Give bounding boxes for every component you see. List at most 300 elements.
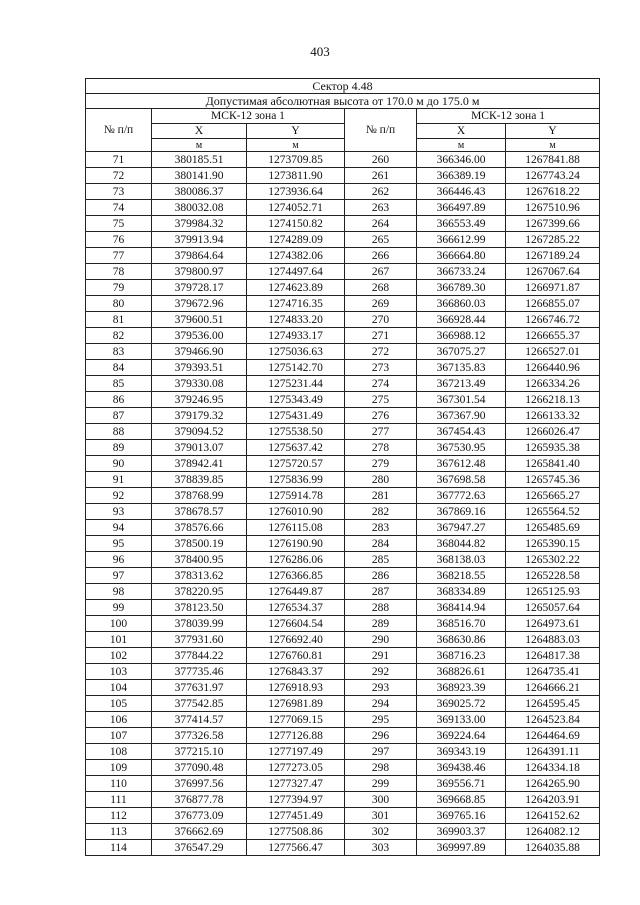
y-right-cell: 1267399.66 xyxy=(506,216,600,232)
y-left-cell: 1273811.90 xyxy=(247,168,345,184)
point-number-left-cell: 75 xyxy=(86,216,152,232)
y-right-cell: 1264334.18 xyxy=(506,760,600,776)
point-number-right-cell: 301 xyxy=(345,808,417,824)
coordinates-table xyxy=(85,78,600,856)
table-row xyxy=(86,712,600,728)
x-right-cell: 366733.24 xyxy=(417,264,506,280)
point-number-left-cell: 106 xyxy=(86,712,152,728)
y-right-cell: 1266746.72 xyxy=(506,312,600,328)
x-left-cell: 379600.51 xyxy=(152,312,247,328)
table-row xyxy=(86,312,600,328)
y-right-cell: 1267067.64 xyxy=(506,264,600,280)
y-left-cell: 1277197.49 xyxy=(247,744,345,760)
y-right-cell: 1265125.93 xyxy=(506,584,600,600)
table-row xyxy=(86,680,600,696)
x-left-cell: 379393.51 xyxy=(152,360,247,376)
y-left-cell: 1276286.06 xyxy=(247,552,345,568)
y-right-cell: 1267841.88 xyxy=(506,152,600,168)
point-number-right-cell: 263 xyxy=(345,200,417,216)
x-left-cell: 380086.37 xyxy=(152,184,247,200)
point-number-left-cell: 79 xyxy=(86,280,152,296)
table-row xyxy=(86,840,600,856)
x-left-cell: 380141.90 xyxy=(152,168,247,184)
x-right-cell: 366497.89 xyxy=(417,200,506,216)
point-number-right-cell: 289 xyxy=(345,616,417,632)
x-right-cell: 369438.46 xyxy=(417,760,506,776)
y-left-cell: 1274052.71 xyxy=(247,200,345,216)
y-right-cell: 1266971.87 xyxy=(506,280,600,296)
y-right-cell: 1265564.52 xyxy=(506,504,600,520)
point-number-left-cell: 95 xyxy=(86,536,152,552)
x-left-cell: 376547.29 xyxy=(152,840,247,856)
x-right-cell: 366346.00 xyxy=(417,152,506,168)
page-number: 403 xyxy=(310,44,330,59)
point-number-left-cell: 96 xyxy=(86,552,152,568)
y-right-cell: 1267743.24 xyxy=(506,168,600,184)
y-right-cell: 1264152.62 xyxy=(506,808,600,824)
table-row xyxy=(86,408,600,424)
table-row xyxy=(86,616,600,632)
point-number-right-cell: 274 xyxy=(345,376,417,392)
x-right-cell: 369765.16 xyxy=(417,808,506,824)
x-right-cell: 369668.85 xyxy=(417,792,506,808)
point-number-left-cell: 103 xyxy=(86,664,152,680)
x-left-cell: 377215.10 xyxy=(152,744,247,760)
x-left-cell: 377542.85 xyxy=(152,696,247,712)
x-right-cell: 369133.00 xyxy=(417,712,506,728)
y-right-cell: 1266440.96 xyxy=(506,360,600,376)
column-header-y-left: Y xyxy=(247,124,345,139)
point-number-left-cell: 113 xyxy=(86,824,152,840)
x-right-cell: 367454.43 xyxy=(417,424,506,440)
y-right-cell: 1265057.64 xyxy=(506,600,600,616)
point-number-left-cell: 108 xyxy=(86,744,152,760)
x-right-cell: 366928.44 xyxy=(417,312,506,328)
table-row xyxy=(86,488,600,504)
point-number-right-cell: 282 xyxy=(345,504,417,520)
point-number-left-cell: 110 xyxy=(86,776,152,792)
x-left-cell: 379466.90 xyxy=(152,344,247,360)
system-row xyxy=(86,109,600,124)
table-row xyxy=(86,200,600,216)
point-number-left-cell: 77 xyxy=(86,248,152,264)
y-left-cell: 1274289.09 xyxy=(247,232,345,248)
y-right-cell: 1264735.41 xyxy=(506,664,600,680)
point-number-left-cell: 83 xyxy=(86,344,152,360)
y-left-cell: 1276534.37 xyxy=(247,600,345,616)
table-row xyxy=(86,424,600,440)
point-number-left-cell: 98 xyxy=(86,584,152,600)
x-left-cell: 376773.09 xyxy=(152,808,247,824)
y-left-cell: 1276010.90 xyxy=(247,504,345,520)
point-number-right-cell: 264 xyxy=(345,216,417,232)
point-number-left-cell: 93 xyxy=(86,504,152,520)
table-row xyxy=(86,248,600,264)
table-row xyxy=(86,696,600,712)
point-number-right-cell: 261 xyxy=(345,168,417,184)
table-row xyxy=(86,504,600,520)
y-left-cell: 1274497.64 xyxy=(247,264,345,280)
table-row xyxy=(86,168,600,184)
y-right-cell: 1265745.36 xyxy=(506,472,600,488)
point-number-right-cell: 276 xyxy=(345,408,417,424)
y-left-cell: 1274833.20 xyxy=(247,312,345,328)
x-right-cell: 366446.43 xyxy=(417,184,506,200)
x-right-cell: 369343.19 xyxy=(417,744,506,760)
unit-y-left: м xyxy=(247,139,345,152)
x-left-cell: 376877.78 xyxy=(152,792,247,808)
table-row xyxy=(86,632,600,648)
point-number-right-cell: 299 xyxy=(345,776,417,792)
y-right-cell: 1266133.32 xyxy=(506,408,600,424)
table-row xyxy=(86,472,600,488)
x-left-cell: 379246.95 xyxy=(152,392,247,408)
x-left-cell: 379913.94 xyxy=(152,232,247,248)
y-left-cell: 1276843.37 xyxy=(247,664,345,680)
x-left-cell: 378220.95 xyxy=(152,584,247,600)
x-right-cell: 368334.89 xyxy=(417,584,506,600)
x-right-cell: 367772.63 xyxy=(417,488,506,504)
y-right-cell: 1266218.13 xyxy=(506,392,600,408)
x-left-cell: 379864.64 xyxy=(152,248,247,264)
y-left-cell: 1276449.87 xyxy=(247,584,345,600)
y-right-cell: 1264265.90 xyxy=(506,776,600,792)
x-right-cell: 369224.64 xyxy=(417,728,506,744)
point-number-left-cell: 71 xyxy=(86,152,152,168)
x-left-cell: 378839.85 xyxy=(152,472,247,488)
point-number-right-cell: 266 xyxy=(345,248,417,264)
point-number-right-cell: 285 xyxy=(345,552,417,568)
y-left-cell: 1274382.06 xyxy=(247,248,345,264)
point-number-right-cell: 283 xyxy=(345,520,417,536)
x-left-cell: 380032.08 xyxy=(152,200,247,216)
x-left-cell: 379013.07 xyxy=(152,440,247,456)
point-number-right-cell: 280 xyxy=(345,472,417,488)
x-right-cell: 368923.39 xyxy=(417,680,506,696)
point-number-right-cell: 273 xyxy=(345,360,417,376)
x-left-cell: 377090.48 xyxy=(152,760,247,776)
x-right-cell: 367612.48 xyxy=(417,456,506,472)
point-number-left-cell: 99 xyxy=(86,600,152,616)
y-left-cell: 1277394.97 xyxy=(247,792,345,808)
y-left-cell: 1277566.47 xyxy=(247,840,345,856)
x-right-cell: 367947.27 xyxy=(417,520,506,536)
table-row xyxy=(86,344,600,360)
coordinate-system-left: МСК-12 зона 1 xyxy=(152,109,345,124)
point-number-right-cell: 268 xyxy=(345,280,417,296)
table-row xyxy=(86,184,600,200)
point-number-right-cell: 260 xyxy=(345,152,417,168)
x-left-cell: 376997.56 xyxy=(152,776,247,792)
point-number-right-cell: 271 xyxy=(345,328,417,344)
y-right-cell: 1264666.21 xyxy=(506,680,600,696)
x-left-cell: 377326.58 xyxy=(152,728,247,744)
y-right-cell: 1264595.45 xyxy=(506,696,600,712)
column-header-number-left: № п/п xyxy=(86,109,152,152)
point-number-right-cell: 270 xyxy=(345,312,417,328)
table-row xyxy=(86,152,600,168)
point-number-left-cell: 73 xyxy=(86,184,152,200)
column-header-x-left: X xyxy=(152,124,247,139)
y-left-cell: 1275720.57 xyxy=(247,456,345,472)
y-left-cell: 1275036.63 xyxy=(247,344,345,360)
point-number-right-cell: 286 xyxy=(345,568,417,584)
y-left-cell: 1275836.99 xyxy=(247,472,345,488)
y-left-cell: 1275538.50 xyxy=(247,424,345,440)
y-left-cell: 1275431.49 xyxy=(247,408,345,424)
coordinates-table-body xyxy=(86,79,600,856)
point-number-left-cell: 92 xyxy=(86,488,152,504)
point-number-right-cell: 284 xyxy=(345,536,417,552)
y-left-cell: 1277126.88 xyxy=(247,728,345,744)
x-right-cell: 368516.70 xyxy=(417,616,506,632)
y-right-cell: 1265841.40 xyxy=(506,456,600,472)
table-row xyxy=(86,824,600,840)
x-right-cell: 368826.61 xyxy=(417,664,506,680)
table-row xyxy=(86,648,600,664)
x-left-cell: 379094.52 xyxy=(152,424,247,440)
x-left-cell: 380185.51 xyxy=(152,152,247,168)
x-left-cell: 379728.17 xyxy=(152,280,247,296)
table-row xyxy=(86,392,600,408)
point-number-right-cell: 296 xyxy=(345,728,417,744)
y-right-cell: 1266026.47 xyxy=(506,424,600,440)
y-left-cell: 1276604.54 xyxy=(247,616,345,632)
table-row xyxy=(86,232,600,248)
y-right-cell: 1267618.22 xyxy=(506,184,600,200)
x-right-cell: 366789.30 xyxy=(417,280,506,296)
x-right-cell: 366553.49 xyxy=(417,216,506,232)
point-number-left-cell: 112 xyxy=(86,808,152,824)
y-right-cell: 1266334.26 xyxy=(506,376,600,392)
x-left-cell: 378039.99 xyxy=(152,616,247,632)
y-right-cell: 1265935.38 xyxy=(506,440,600,456)
point-number-left-cell: 114 xyxy=(86,840,152,856)
point-number-left-cell: 105 xyxy=(86,696,152,712)
point-number-left-cell: 74 xyxy=(86,200,152,216)
y-right-cell: 1264973.61 xyxy=(506,616,600,632)
y-right-cell: 1264391.11 xyxy=(506,744,600,760)
table-row xyxy=(86,728,600,744)
y-left-cell: 1274623.89 xyxy=(247,280,345,296)
point-number-right-cell: 279 xyxy=(345,456,417,472)
point-number-left-cell: 109 xyxy=(86,760,152,776)
y-left-cell: 1276918.93 xyxy=(247,680,345,696)
y-left-cell: 1276760.81 xyxy=(247,648,345,664)
table-row xyxy=(86,744,600,760)
y-right-cell: 1265485.69 xyxy=(506,520,600,536)
y-right-cell: 1265665.27 xyxy=(506,488,600,504)
table-row xyxy=(86,568,600,584)
table-row xyxy=(86,760,600,776)
x-left-cell: 376662.69 xyxy=(152,824,247,840)
x-right-cell: 368716.23 xyxy=(417,648,506,664)
point-number-right-cell: 291 xyxy=(345,648,417,664)
table-row xyxy=(86,600,600,616)
point-number-right-cell: 288 xyxy=(345,600,417,616)
point-number-right-cell: 295 xyxy=(345,712,417,728)
table-row xyxy=(86,376,600,392)
y-left-cell: 1275231.44 xyxy=(247,376,345,392)
y-left-cell: 1276692.40 xyxy=(247,632,345,648)
table-row xyxy=(86,584,600,600)
unit-x-left: м xyxy=(152,139,247,152)
x-left-cell: 378942.41 xyxy=(152,456,247,472)
sector-row xyxy=(86,79,600,94)
table-row xyxy=(86,216,600,232)
table-row xyxy=(86,776,600,792)
table-row xyxy=(86,664,600,680)
table-row xyxy=(86,280,600,296)
x-right-cell: 366988.12 xyxy=(417,328,506,344)
point-number-left-cell: 97 xyxy=(86,568,152,584)
table-row xyxy=(86,808,600,824)
y-right-cell: 1264523.84 xyxy=(506,712,600,728)
column-header-x-right: X xyxy=(417,124,506,139)
x-left-cell: 378313.62 xyxy=(152,568,247,584)
column-header-y-right: Y xyxy=(506,124,600,139)
point-number-left-cell: 72 xyxy=(86,168,152,184)
unit-x-right: м xyxy=(417,139,506,152)
y-left-cell: 1273709.85 xyxy=(247,152,345,168)
y-left-cell: 1277508.86 xyxy=(247,824,345,840)
y-right-cell: 1264883.03 xyxy=(506,632,600,648)
table-row xyxy=(86,264,600,280)
axis-row xyxy=(86,124,600,139)
y-right-cell: 1266527.01 xyxy=(506,344,600,360)
x-left-cell: 378678.57 xyxy=(152,504,247,520)
x-left-cell: 377735.46 xyxy=(152,664,247,680)
point-number-right-cell: 297 xyxy=(345,744,417,760)
y-right-cell: 1265390.15 xyxy=(506,536,600,552)
x-left-cell: 379330.08 xyxy=(152,376,247,392)
x-left-cell: 378400.95 xyxy=(152,552,247,568)
point-number-right-cell: 302 xyxy=(345,824,417,840)
x-left-cell: 377931.60 xyxy=(152,632,247,648)
y-right-cell: 1264464.69 xyxy=(506,728,600,744)
x-right-cell: 368138.03 xyxy=(417,552,506,568)
point-number-right-cell: 294 xyxy=(345,696,417,712)
point-number-right-cell: 275 xyxy=(345,392,417,408)
x-left-cell: 379800.97 xyxy=(152,264,247,280)
point-number-right-cell: 269 xyxy=(345,296,417,312)
y-right-cell: 1264817.38 xyxy=(506,648,600,664)
table-row xyxy=(86,520,600,536)
point-number-left-cell: 87 xyxy=(86,408,152,424)
point-number-left-cell: 102 xyxy=(86,648,152,664)
unit-y-right: м xyxy=(506,139,600,152)
point-number-left-cell: 104 xyxy=(86,680,152,696)
point-number-right-cell: 303 xyxy=(345,840,417,856)
point-number-right-cell: 290 xyxy=(345,632,417,648)
y-right-cell: 1265302.22 xyxy=(506,552,600,568)
x-left-cell: 377631.97 xyxy=(152,680,247,696)
x-right-cell: 369903.37 xyxy=(417,824,506,840)
x-right-cell: 368414.94 xyxy=(417,600,506,616)
point-number-left-cell: 78 xyxy=(86,264,152,280)
point-number-left-cell: 84 xyxy=(86,360,152,376)
y-left-cell: 1277451.49 xyxy=(247,808,345,824)
x-right-cell: 367135.83 xyxy=(417,360,506,376)
y-left-cell: 1276366.85 xyxy=(247,568,345,584)
point-number-left-cell: 111 xyxy=(86,792,152,808)
x-left-cell: 378576.66 xyxy=(152,520,247,536)
x-right-cell: 367301.54 xyxy=(417,392,506,408)
x-left-cell: 378768.99 xyxy=(152,488,247,504)
y-left-cell: 1276115.08 xyxy=(247,520,345,536)
x-right-cell: 367530.95 xyxy=(417,440,506,456)
table-row xyxy=(86,360,600,376)
point-number-right-cell: 300 xyxy=(345,792,417,808)
table-row xyxy=(86,440,600,456)
point-number-right-cell: 265 xyxy=(345,232,417,248)
point-number-left-cell: 89 xyxy=(86,440,152,456)
x-left-cell: 379672.96 xyxy=(152,296,247,312)
point-number-right-cell: 292 xyxy=(345,664,417,680)
table-row xyxy=(86,792,600,808)
x-right-cell: 368044.82 xyxy=(417,536,506,552)
coordinate-system-right: МСК-12 зона 1 xyxy=(417,109,600,124)
table-row xyxy=(86,296,600,312)
table-row xyxy=(86,536,600,552)
point-number-left-cell: 94 xyxy=(86,520,152,536)
point-number-left-cell: 85 xyxy=(86,376,152,392)
point-number-left-cell: 91 xyxy=(86,472,152,488)
x-left-cell: 377844.22 xyxy=(152,648,247,664)
y-left-cell: 1275637.42 xyxy=(247,440,345,456)
table-row xyxy=(86,552,600,568)
x-left-cell: 379984.32 xyxy=(152,216,247,232)
x-left-cell: 377414.57 xyxy=(152,712,247,728)
unit-row xyxy=(86,139,600,152)
y-left-cell: 1276190.90 xyxy=(247,536,345,552)
x-right-cell: 366389.19 xyxy=(417,168,506,184)
point-number-left-cell: 76 xyxy=(86,232,152,248)
point-number-right-cell: 287 xyxy=(345,584,417,600)
y-left-cell: 1277273.05 xyxy=(247,760,345,776)
x-right-cell: 367075.27 xyxy=(417,344,506,360)
x-left-cell: 378123.50 xyxy=(152,600,247,616)
height-range-row xyxy=(86,94,600,109)
point-number-left-cell: 100 xyxy=(86,616,152,632)
point-number-right-cell: 281 xyxy=(345,488,417,504)
column-header-number-right: № п/п xyxy=(345,109,417,152)
y-right-cell: 1267189.24 xyxy=(506,248,600,264)
x-right-cell: 366860.03 xyxy=(417,296,506,312)
x-right-cell: 366664.80 xyxy=(417,248,506,264)
y-right-cell: 1266655.37 xyxy=(506,328,600,344)
x-right-cell: 368218.55 xyxy=(417,568,506,584)
y-left-cell: 1273936.64 xyxy=(247,184,345,200)
y-right-cell: 1264035.88 xyxy=(506,840,600,856)
point-number-left-cell: 86 xyxy=(86,392,152,408)
y-right-cell: 1264203.91 xyxy=(506,792,600,808)
point-number-left-cell: 90 xyxy=(86,456,152,472)
sector-title: Сектор 4.48 xyxy=(86,79,600,94)
x-right-cell: 367367.90 xyxy=(417,408,506,424)
x-right-cell: 369025.72 xyxy=(417,696,506,712)
point-number-right-cell: 272 xyxy=(345,344,417,360)
point-number-right-cell: 262 xyxy=(345,184,417,200)
point-number-right-cell: 277 xyxy=(345,424,417,440)
y-left-cell: 1274150.82 xyxy=(247,216,345,232)
point-number-left-cell: 88 xyxy=(86,424,152,440)
y-right-cell: 1266855.07 xyxy=(506,296,600,312)
point-number-left-cell: 80 xyxy=(86,296,152,312)
point-number-left-cell: 101 xyxy=(86,632,152,648)
point-number-left-cell: 82 xyxy=(86,328,152,344)
x-right-cell: 369997.89 xyxy=(417,840,506,856)
